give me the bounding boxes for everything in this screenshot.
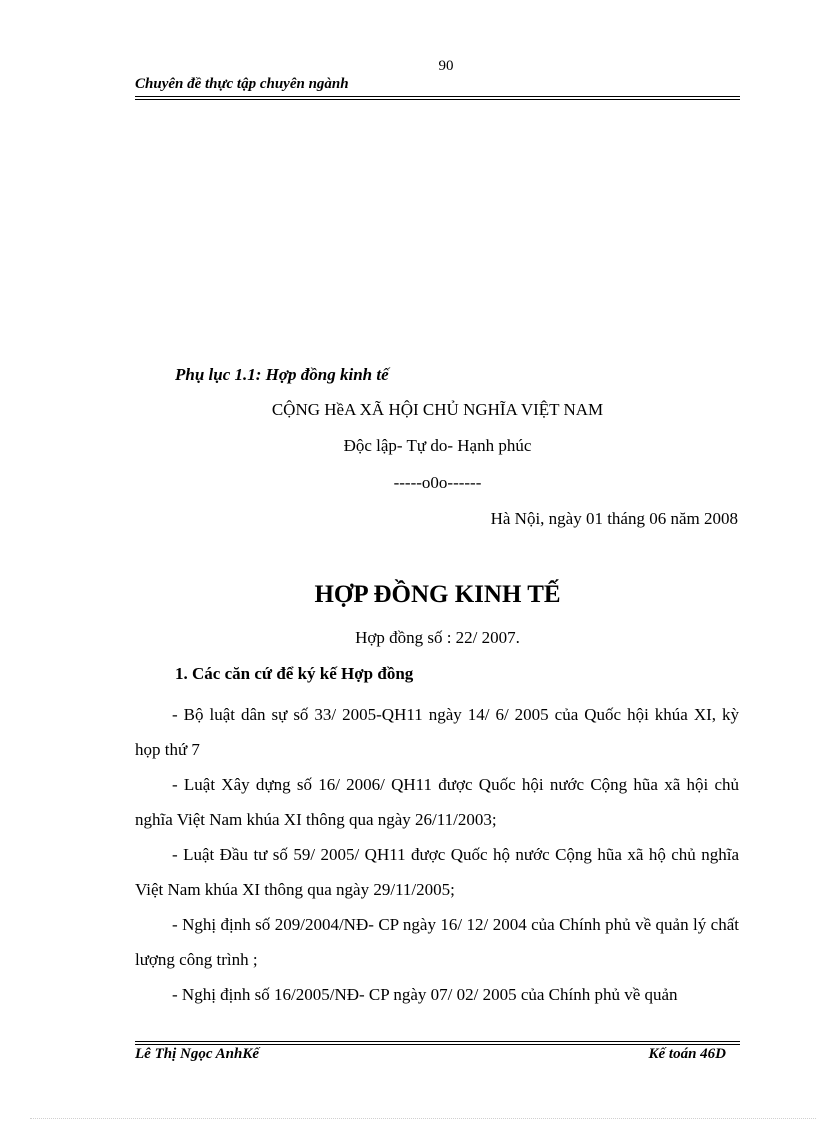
paragraph: - Luật Đầu tư số 59/ 2005/ QH11 được Quốc hộ nước Cộng hũa xã hộ chủ nghĩa Việt Nam khúa XI thông qua ngày 29/11/2005;	[135, 845, 739, 899]
header-rule	[135, 96, 740, 100]
paragraph: - Nghị định số 209/2004/NĐ- CP ngày 16/ 12/ 2004 của Chính phủ về quản lý chất lượng công trình ;	[135, 915, 739, 969]
footer-class: Kế toán 46D	[648, 1046, 726, 1062]
footer-author: Lê Thị Ngọc AnhKế	[135, 1046, 260, 1062]
contract-number: Hợp đồng số : 22/ 2007.	[355, 628, 520, 647]
page-number: 90	[438, 58, 454, 74]
motto: Độc lập- Tự do- Hạnh phúc	[343, 436, 532, 455]
page-edge-dots	[30, 1118, 816, 1119]
document-title: HỢP ĐỒNG KINH TẾ	[314, 581, 561, 608]
paragraph: - Nghị định số 16/2005/NĐ- CP ngày 07/ 02/ 2005 của Chính phủ về quản	[172, 985, 678, 1004]
paragraph: - Luật Xây dựng số 16/ 2006/ QH11 được Quốc hội nước Cộng hũa xã hội chủ nghĩa Việt Nam khúa XI thông qua ngày 26/11/2003;	[135, 775, 739, 829]
footer-rule	[135, 1041, 740, 1045]
separator: -----o0o------	[393, 473, 482, 492]
appendix-label: Phụ lục 1.1: Hợp đồng kinh tế	[175, 365, 389, 384]
paragraph: - Bộ luật dân sự số 33/ 2005-QH11 ngày 14/ 6/ 2005 của Quốc hội khúa XI, kỳ họp thứ 7	[135, 705, 739, 759]
nation-heading: CỘNG HềA XÃ HỘI CHỦ NGHĨA VIỆT NAM	[271, 400, 604, 419]
date-line: Hà Nội, ngày 01 tháng 06 năm 2008	[490, 509, 738, 528]
header-title: Chuyên đề thực tập chuyên ngành	[135, 76, 349, 92]
body-text	[135, 697, 739, 1012]
section-heading: 1. Các căn cứ để ký kế Hợp đồng	[175, 664, 414, 683]
